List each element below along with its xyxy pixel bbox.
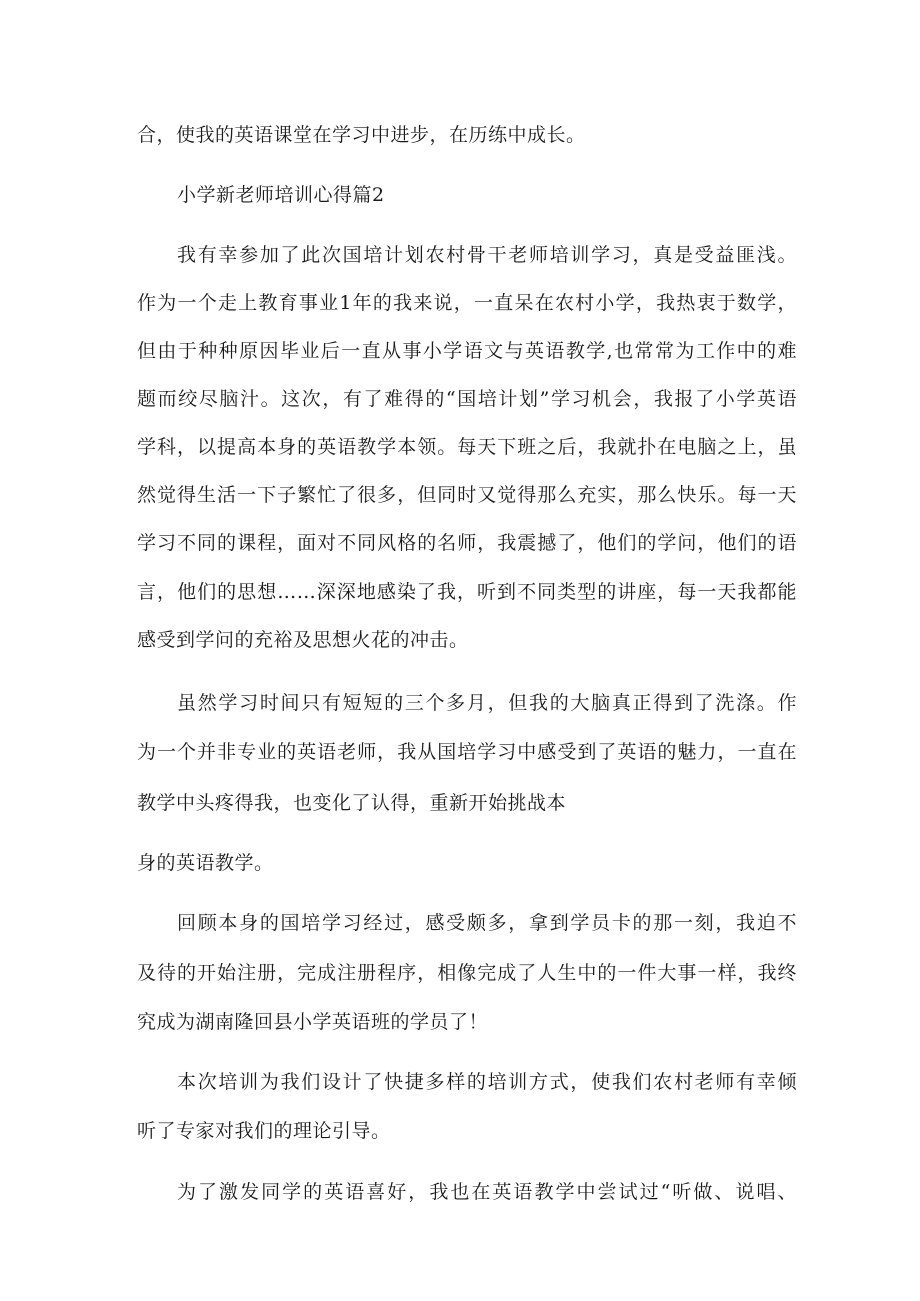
text-line-20: 听了专家对我们的理论引导。 [137, 1120, 391, 1142]
text-line-15: 身的英语教学。 [137, 852, 274, 874]
section-heading: 小学新老师培训心得篇2 [177, 184, 385, 206]
text-line-12: 虽然学习时间只有短短的三个多月，但我的大脑真正得到了洗涤。作 [177, 692, 797, 714]
text-line-3: 我有幸参加了此次国培计划农村骨干老师培训学习，真是受益匪浅。 [177, 244, 797, 266]
text-line-1: 合，使我的英语课堂在学习中进步，在历练中成长。 [137, 124, 586, 146]
text-line-17: 及待的开始注册，完成注册程序，相像完成了人生中的一件大事一样，我终 [137, 962, 797, 984]
text-line-10: 言，他们的思想……深深地感染了我，听到不同类型的讲座，每一天我都能 [137, 581, 797, 603]
text-line-8: 然觉得生活一下子繁忙了很多，但同时又觉得那么充实，那么快乐。每一天 [137, 484, 797, 506]
text-line-4: 作为一个走上教育事业1年的我来说，一直呆在农村小学，我热衷于数学， [137, 292, 797, 314]
text-line-14: 教学中头疼得我，也变化了认得，重新开始挑战本 [137, 792, 567, 814]
text-line-16: 回顾本身的国培学习经过，感受颇多，拿到学员卡的那一刻，我迫不 [177, 912, 797, 934]
text-line-11: 感受到学问的充裕及思想火花的冲击。 [137, 629, 469, 651]
text-line-6: 题而绞尽脑汁。这次，有了难得的“国培计划”学习机会，我报了小学英语 [137, 388, 797, 410]
text-line-7: 学科，以提高本身的英语教学本领。每天下班之后，我就扑在电脑之上，虽 [137, 436, 797, 458]
text-line-21: 为了激发同学的英语喜好，我也在英语教学中尝试过“听做、说唱、 [177, 1181, 797, 1203]
text-line-9: 学习不同的课程，面对不同风格的名师，我震撼了，他们的学问，他们的语 [137, 532, 797, 554]
text-line-18: 究成为湖南隆回县小学英语班的学员了！ [137, 1011, 489, 1033]
text-line-5: 但由于种种原因毕业后一直从事小学语文与英语教学,也常常为工作中的难 [137, 340, 797, 362]
text-line-13: 为一个并非专业的英语老师，我从国培学习中感受到了英语的魅力，一直在 [137, 741, 797, 763]
text-line-19: 本次培训为我们设计了快捷多样的培训方式，使我们农村老师有幸倾 [177, 1071, 797, 1093]
